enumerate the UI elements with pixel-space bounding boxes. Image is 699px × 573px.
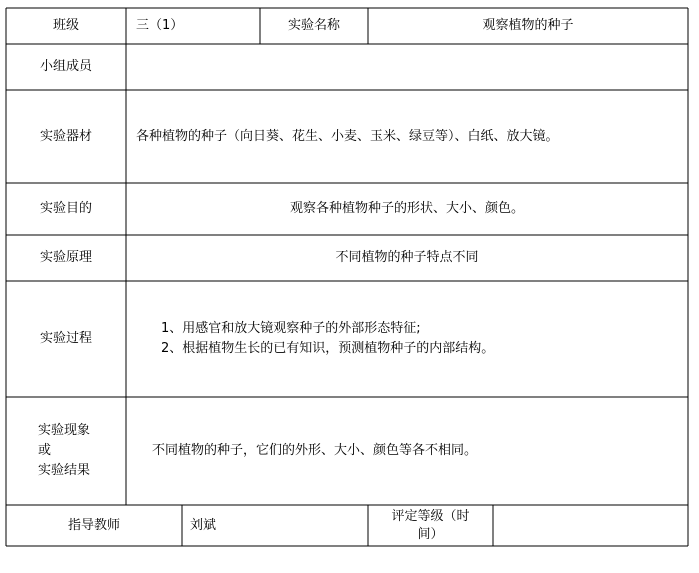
process-step: 2、根据植物生长的已有知识，预测植物种子的内部结构。	[161, 341, 495, 356]
principle-value: 不同植物的种子特点不同	[335, 250, 479, 265]
purpose-label: 实验目的	[39, 201, 92, 216]
class-value: 三（1）	[136, 18, 184, 33]
grade-label	[368, 505, 493, 546]
grade-value	[503, 505, 683, 546]
members-value	[136, 44, 686, 90]
grade-label-line: 间）	[417, 526, 444, 542]
experiment-name-value: 观察植物的种子	[482, 18, 574, 33]
equipment-value: 各种植物的种子（向日葵、花生、小麦、玉米、绿豆等）、白纸、放大镜。	[136, 128, 559, 144]
purpose-value: 观察各种植物种子的形状、大小、颜色。	[289, 201, 524, 216]
result-label-line: 或	[38, 443, 52, 458]
equipment-label: 实验器材	[39, 128, 92, 144]
result-label-line: 实验现象	[38, 423, 91, 438]
class-label: 班级	[52, 18, 79, 33]
result-label	[38, 397, 126, 505]
teacher-label: 指导教师	[67, 517, 120, 533]
process-label: 实验过程	[39, 331, 92, 346]
grade-label-line: 评定等级（时	[391, 508, 470, 524]
members-label: 小组成员	[39, 59, 92, 74]
process-steps	[161, 281, 681, 397]
experiment-name-label: 实验名称	[287, 18, 340, 33]
process-step: 1、用感官和放大镜观察种子的外部形态特征;	[161, 321, 421, 336]
result-label-line: 实验结果	[38, 463, 91, 478]
result-value: 不同植物的种子，它们的外形、大小、颜色等各不相同。	[152, 443, 478, 458]
principle-label: 实验原理	[39, 250, 92, 265]
teacher-value: 刘斌	[190, 517, 217, 533]
